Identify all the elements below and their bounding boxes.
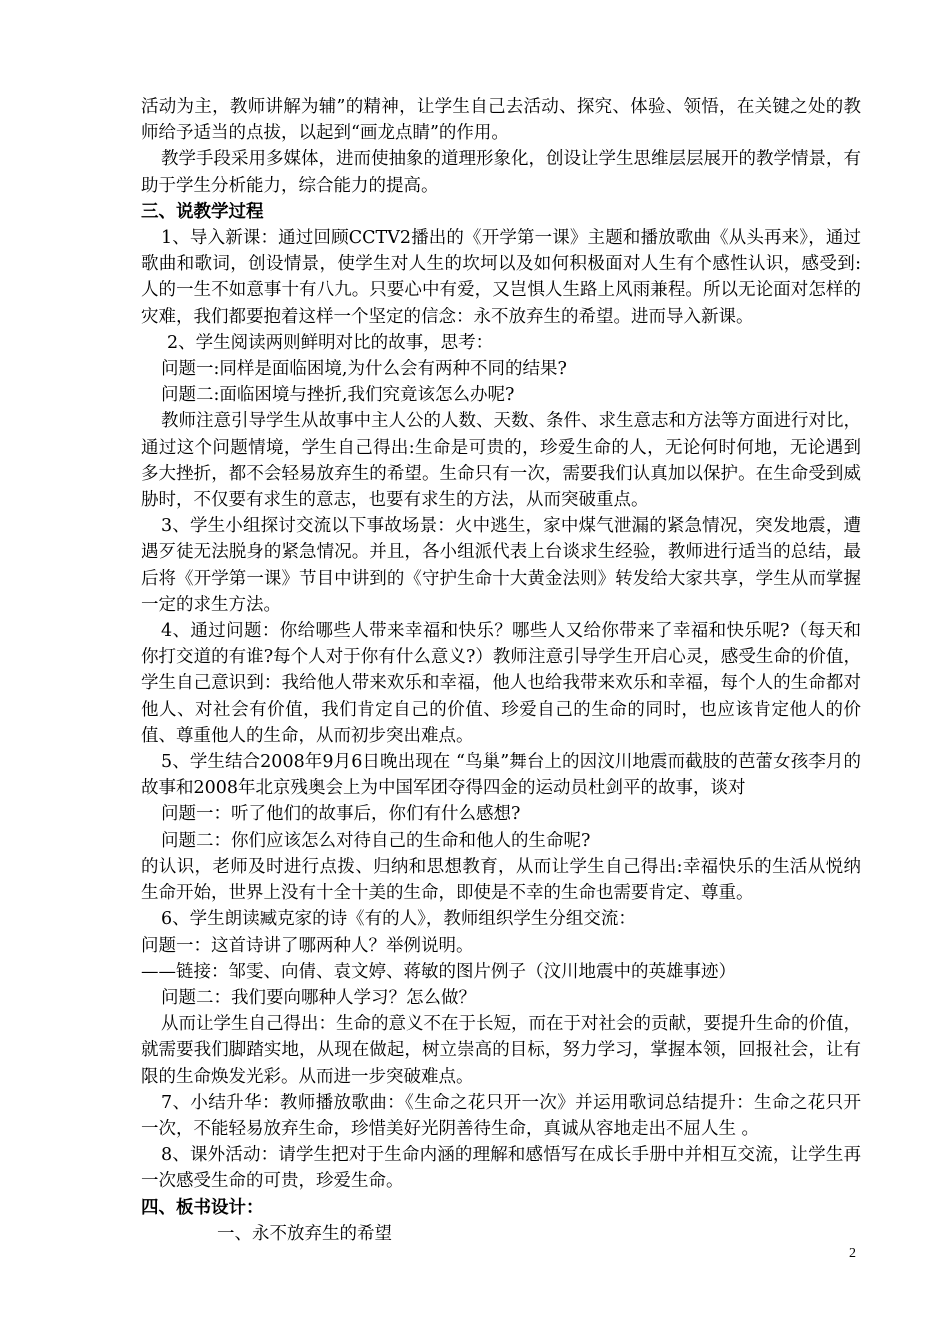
board-item: 一、永不放弃生的希望	[217, 1223, 392, 1244]
paragraph: 3、学生小组探讨交流以下事故场景：火中逃生，家中煤气泄漏的紧急情况，突发地震，遭遇歹徒无法脱身的紧急情况。并且，各小组派代表上台谈求生经验，教师进行适当的总结，最后将《开学第一课》节目中讲到的《守护生命十大黄金法则》转发给大家共享，学生从而掌握一定的求生方法。	[141, 516, 861, 615]
paragraph: 7、小结升华：教师播放歌曲：《生命之花只开一次》并运用歌词总结提升：生命之花只开一次，不能轻易放弃生命，珍惜美好光阴善待生命，真诚从容地走出不屈人生 。	[141, 1092, 861, 1139]
link-note: ——链接：邹雯、向倩、袁文婷、蒋敏的图片例子（汶川地震中的英雄事迹）	[141, 961, 736, 982]
section-heading: 三、说教学过程	[141, 201, 264, 222]
paragraph: 5、学生结合2008年9月6日晚出现在 “鸟巢”舞台上的因汶川地震而截肢的芭蕾女孩李月的故事和2008年北京残奥会上为中国军团夺得四金的运动员杜剑平的故事，谈对	[141, 752, 861, 799]
paragraph: 活动为主，教师讲解为辅”的精神，让学生自己去活动、探究、体验、领悟，在关键之处的教师给予适当的点拔，以起到“画龙点睛”的作用。	[141, 97, 861, 144]
paragraph: 8、课外活动：请学生把对于生命内涵的理解和感悟写在成长手册中并相互交流，让学生再一次感受生命的可贵，珍爱生命。	[141, 1145, 861, 1192]
paragraph: 教学手段采用多媒体，进而使抽象的道理形象化，创设让学生思维层层展开的教学情景，有助于学生分析能力，综合能力的提高。	[141, 149, 861, 196]
paragraph: 教师注意引导学生从故事中主人公的人数、天数、条件、求生意志和方法等方面进行对比，通过这个问题情境，学生自己得出:生命是可贵的，珍爱生命的人，无论何时何地，无论遇到多大挫折，都不会轻易放弃生的希望。生命只有一次，需要我们认真加以保护。在生命受到威胁时，不仅要有求生的意志，也要有求生的方法，从而突破重点。	[141, 411, 861, 511]
paragraph: 6、学生朗读臧克家的诗《有的人》，教师组织学生分组交流：	[161, 909, 636, 930]
body-text	[141, 94, 861, 1247]
page-number: 2	[849, 1246, 856, 1261]
question: 问题二：我们要向哪种人学习？怎么做？	[161, 987, 476, 1008]
paragraph: 的认识，老师及时进行点拨、归纳和思想教育，从而让学生自己得出:幸福快乐的生活从悦纳生命开始，世界上没有十全十美的生命，即使是不幸的生命也需要肯定、尊重。	[141, 856, 861, 904]
paragraph: 1、导入新课：通过回顾CCTV2播出的《开学第一课》主题和播放歌曲《从头再来》，通过歌曲和歌词，创设情景，使学生对人生的坎坷以及如何积极面对人生有个感性认识，感受到:人的一生不如意事十有八九。只要心中有爱，又岂惧人生路上风雨兼程。所以无论面对怎样的灾难，我们都要抱着这样一个坚定的信念：永不放弃生的希望。进而导入新课。	[141, 228, 861, 327]
paragraph: 2、学生阅读两则鲜明对比的故事，思考：	[167, 332, 494, 353]
question: 问题二:面临困境与挫折,我们究竟该怎么办呢?	[161, 385, 515, 406]
question: 问题二：你们应该怎么对待自己的生命和他人的生命呢?	[161, 830, 591, 851]
question: 问题一:同样是面临困境,为什么会有两种不同的结果?	[161, 359, 567, 380]
paragraph: 从而让学生自己得出：生命的意义不在于长短，而在于对社会的贡献，要提升生命的价值，就需要我们脚踏实地，从现在做起，树立崇高的目标，努力学习，掌握本领，回报社会，让有限的生命焕发光彩。从而进一步突破难点。	[141, 1014, 861, 1087]
question: 问题一：这首诗讲了哪两种人？举例说明。	[141, 935, 474, 956]
question: 问题一：听了他们的故事后，你们有什么感想?	[161, 804, 521, 825]
section-heading: 四、板书设计：	[141, 1197, 264, 1218]
paragraph: 4、通过问题：你给哪些人带来幸福和快乐？哪些人又给你带来了幸福和快乐呢?（每天和你打交道的有谁?每个人对于你有什么意义?）教师注意引导学生开启心灵，感受生命的价值，学生自己意识到：我给他人带来欢乐和幸福，他人也给我带来欢乐和幸福，每个人的生命都对他人、对社会有价值，我们肯定自己的价值、珍爱自己的生命的同时，也应该肯定他人的价值、尊重他人的生命，从而初步突出难点。	[141, 621, 861, 746]
